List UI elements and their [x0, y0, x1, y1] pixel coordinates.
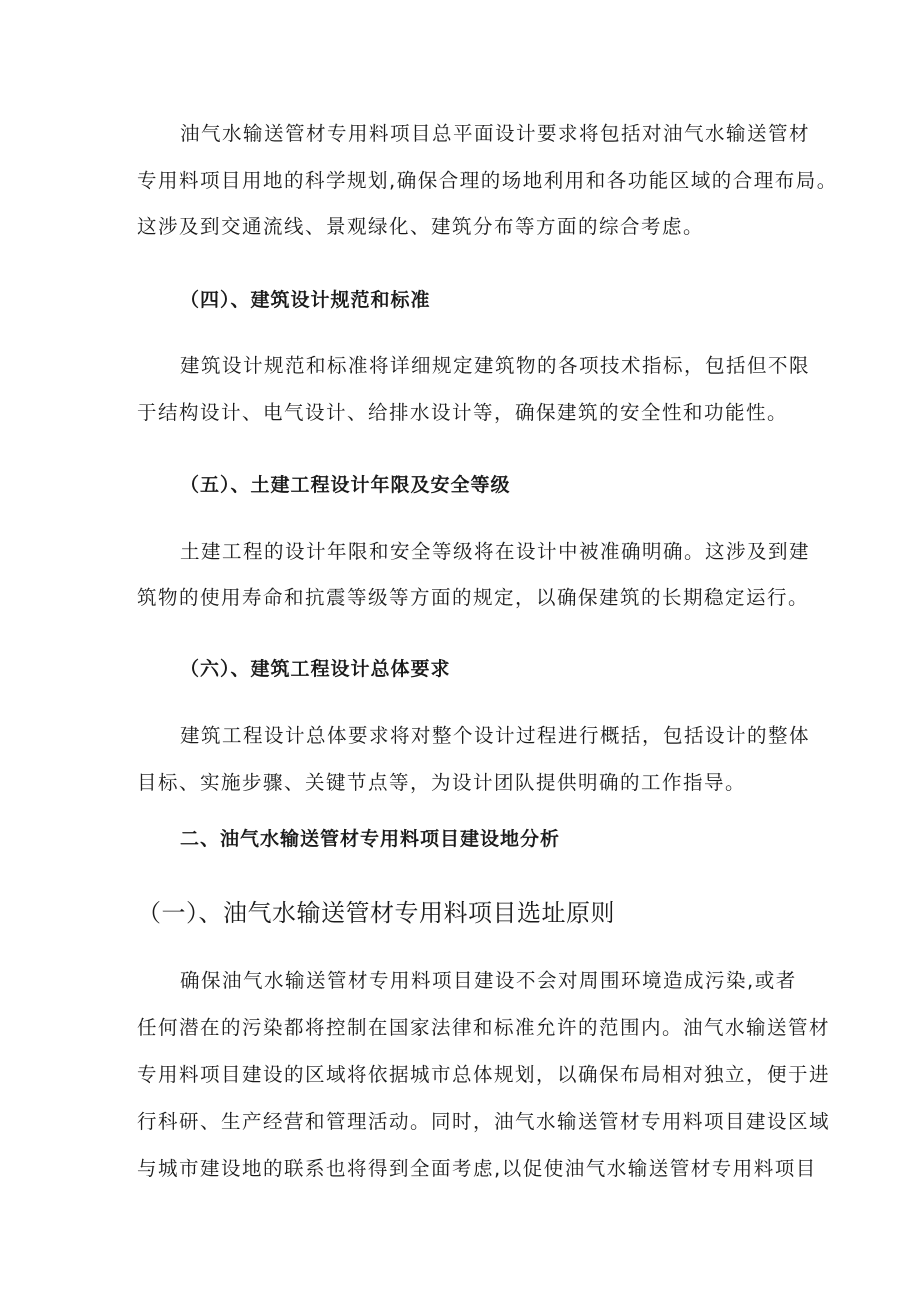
paragraph-line: 行科研、生产经营和管理活动。同时，油气水输送管材专用料项目建设区域 — [137, 1110, 831, 1133]
paragraph-line: 筑物的使用寿命和抗震等级等方面的规定，以确保建筑的长期稳定运行。 — [137, 586, 810, 609]
paragraph-line: 这涉及到交通流线、景观绿化、建筑分布等方面的综合考虑。 — [137, 215, 705, 238]
section-heading: （四）、建筑设计规范和标准 — [180, 289, 431, 311]
paragraph-line: 与城市建设地的联系也将得到全面考虑,以促使油气水输送管材专用料项目 — [137, 1157, 817, 1180]
paragraph-line: 建筑设计规范和标准将详细规定建筑物的各项技术指标，包括但不限 — [180, 354, 811, 377]
paragraph-line: 任何潜在的污染都将控制在国家法律和标准允许的范围内。油气水输送管材 — [137, 1016, 831, 1039]
subsection-heading: （一）、油气水输送管材专用料项目选址原则 — [137, 899, 615, 927]
paragraph-line: 确保油气水输送管材专用料项目建设不会对周围环境造成污染,或者 — [180, 969, 797, 992]
paragraph-line: 建筑工程设计总体要求将对整个设计过程进行概括，包括设计的整体 — [180, 724, 811, 747]
paragraph-line: 土建工程的设计年限和安全等级将在设计中被准确明确。这涉及到建 — [180, 540, 811, 563]
chapter-heading: 二、油气水输送管材专用料项目建设地分析 — [180, 828, 561, 850]
paragraph-line: 专用料项目建设的区域将依据城市总体规划，以确保布局相对独立，便于进 — [137, 1063, 831, 1086]
paragraph-line: 于结构设计、电气设计、给排水设计等，确保建筑的安全性和功能性。 — [137, 401, 789, 424]
paragraph-line: 油气水输送管材专用料项目总平面设计要求将包括对油气水输送管材 — [180, 122, 811, 145]
paragraph-line: 目标、实施步骤、关键节点等，为设计团队提供明确的工作指导。 — [137, 771, 747, 794]
section-heading: （六）、建筑工程设计总体要求 — [180, 658, 451, 680]
section-heading: （五）、土建工程设计年限及安全等级 — [180, 474, 511, 496]
paragraph-line: 专用料项目用地的科学规划,确保合理的场地利用和各功能区域的合理布局。 — [137, 169, 838, 192]
